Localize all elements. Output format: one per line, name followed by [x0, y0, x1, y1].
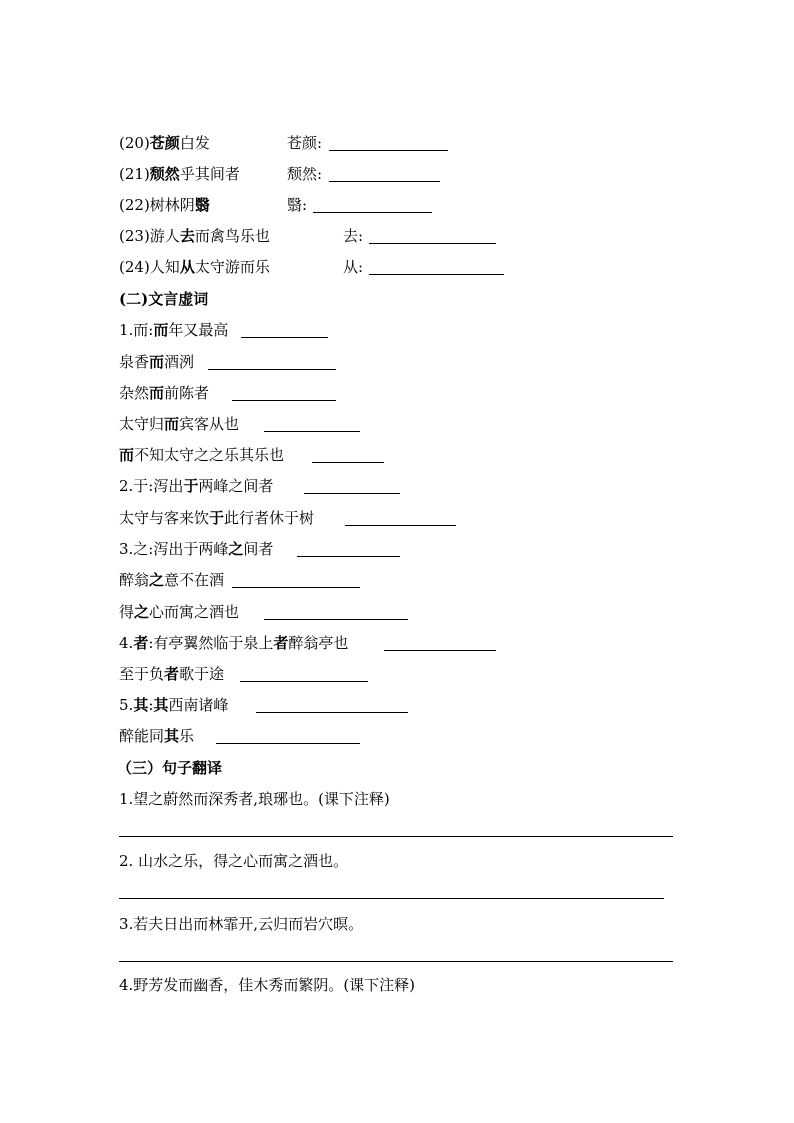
- function-word-item: [119, 631, 348, 655]
- item-prefix: 1.而:: [119, 321, 154, 339]
- item-keyword: 其: [164, 727, 180, 745]
- vocab-keyword: 颓然: [149, 165, 180, 183]
- item-prefix: 杂然: [119, 384, 150, 402]
- answer-line[interactable]: [119, 898, 664, 899]
- vocab-keyword: 苍颜: [149, 134, 180, 152]
- item-prefix: 醉能同: [119, 727, 165, 745]
- answer-blank[interactable]: [304, 493, 400, 494]
- vocab-term-20: 苍颜:: [287, 134, 323, 152]
- vocab-term-24: 从:: [343, 258, 364, 276]
- section-heading-translation: （三）句子翻译: [117, 759, 223, 777]
- item-suffix: 乐: [179, 727, 195, 745]
- translation-sentence-2: 2. 山水之乐，得之心而寓之酒也。: [119, 852, 349, 870]
- item-keyword: 而: [149, 353, 165, 371]
- translation-sentence-1: 1.望之蔚然而深秀者,琅琊也。(课下注释): [119, 790, 390, 808]
- answer-blank[interactable]: [345, 525, 456, 526]
- answer-blank[interactable]: [240, 681, 368, 682]
- answer-blank[interactable]: [264, 431, 360, 432]
- function-word-item: [119, 412, 239, 436]
- vocab-number: (22): [119, 196, 150, 214]
- vocab-item-23: [119, 224, 270, 248]
- item-suffix: 年又最高: [168, 321, 229, 339]
- vocab-suffix: 乎其间者: [179, 165, 240, 183]
- item-suffix: 醉翁亭也: [288, 634, 349, 652]
- item-prefix: 太守归: [119, 415, 165, 433]
- answer-blank[interactable]: [264, 619, 408, 620]
- item-prefix: 太守与客来饮: [119, 509, 210, 527]
- vocab-prefix: 树林阴: [149, 196, 195, 214]
- function-word-item: [119, 537, 273, 561]
- answer-blank[interactable]: [329, 150, 448, 151]
- answer-blank[interactable]: [369, 243, 496, 244]
- answer-blank[interactable]: [256, 712, 408, 713]
- item-suffix: 此行者休于树: [224, 509, 315, 527]
- function-word-item: [119, 381, 209, 405]
- item-prefix: 4.: [119, 634, 134, 652]
- vocab-item-20: [119, 131, 210, 155]
- item-suffix: 间者: [243, 540, 274, 558]
- item-keyword: 之: [149, 571, 165, 589]
- item-keyword: 其: [133, 696, 149, 714]
- answer-blank[interactable]: [369, 274, 504, 275]
- function-word-item: [119, 568, 224, 592]
- function-word-item: [119, 318, 228, 342]
- function-word-item: [119, 443, 284, 467]
- vocab-keyword: 从: [179, 258, 195, 276]
- item-keyword: 而: [164, 415, 180, 433]
- item-keyword: 而: [153, 321, 169, 339]
- function-word-item: [119, 662, 224, 686]
- item-prefix: 3.之:泻出于两峰: [119, 540, 229, 558]
- vocab-suffix: 而禽鸟乐也: [194, 227, 270, 245]
- answer-line[interactable]: [119, 961, 673, 962]
- item-keyword: 于: [209, 509, 225, 527]
- section-heading-function-words: (二)文言虚词: [119, 290, 209, 308]
- item-suffix: 宾客从也: [179, 415, 240, 433]
- item-suffix: :有亭翼然临于泉上: [148, 634, 274, 652]
- vocab-item-24: [119, 255, 270, 279]
- answer-blank[interactable]: [208, 369, 336, 370]
- answer-blank[interactable]: [312, 462, 384, 463]
- vocab-term-23: 去:: [343, 227, 364, 245]
- item-keyword: 而: [119, 446, 135, 464]
- answer-blank[interactable]: [313, 212, 432, 213]
- vocab-item-22: [119, 193, 210, 217]
- function-word-item: [119, 693, 228, 717]
- item-keyword: 于: [183, 477, 199, 495]
- item-keyword: 之: [228, 540, 244, 558]
- answer-blank[interactable]: [384, 650, 496, 651]
- vocab-item-21: [119, 162, 240, 186]
- answer-blank[interactable]: [216, 743, 360, 744]
- vocab-suffix: 白发: [179, 134, 210, 152]
- item-prefix: 5.: [119, 696, 134, 714]
- item-suffix: 前陈者: [164, 384, 210, 402]
- function-word-item: [119, 506, 314, 530]
- answer-blank[interactable]: [329, 181, 440, 182]
- item-keyword: 者: [133, 634, 149, 652]
- vocab-number: (20): [119, 134, 150, 152]
- item-keyword: 其: [153, 696, 169, 714]
- item-suffix: 心而寓之酒也: [149, 603, 240, 621]
- item-suffix: 酒洌: [164, 353, 195, 371]
- item-prefix: 泉香: [119, 353, 150, 371]
- function-word-item: [119, 474, 273, 498]
- vocab-number: (21): [119, 165, 150, 183]
- item-prefix: 2.于:泻出: [119, 477, 184, 495]
- answer-blank[interactable]: [232, 587, 360, 588]
- answer-blank[interactable]: [232, 400, 336, 401]
- item-prefix: 至于负: [119, 665, 165, 683]
- item-suffix: :: [148, 696, 154, 714]
- item-suffix: 歌于途: [179, 665, 225, 683]
- translation-sentence-4: 4.野芳发而幽香，佳木秀而繁阴。(课下注释): [119, 976, 416, 994]
- answer-blank[interactable]: [297, 556, 400, 557]
- item-keyword: 之: [134, 603, 150, 621]
- function-word-item: [119, 350, 194, 374]
- vocab-prefix: 人知: [149, 258, 180, 276]
- item-suffix: 西南诸峰: [168, 696, 229, 714]
- item-keyword: 者: [164, 665, 180, 683]
- answer-blank[interactable]: [241, 337, 328, 338]
- vocab-keyword: 去: [179, 227, 195, 245]
- function-word-item: [119, 600, 239, 624]
- answer-line[interactable]: [119, 836, 673, 837]
- function-word-item: [119, 724, 194, 748]
- item-prefix: 醉翁: [119, 571, 150, 589]
- vocab-term-22: 翳:: [287, 196, 308, 214]
- vocab-term-21: 颓然:: [287, 165, 323, 183]
- vocab-keyword: 翳: [194, 196, 210, 214]
- item-suffix: 意不在酒: [164, 571, 225, 589]
- item-prefix: 得: [119, 603, 135, 621]
- vocab-suffix: 太守游而乐: [194, 258, 270, 276]
- item-keyword: 者: [273, 634, 289, 652]
- vocab-prefix: 游人: [149, 227, 180, 245]
- item-suffix: 两峰之间者: [198, 477, 274, 495]
- item-suffix: 不知太守之之乐其乐也: [134, 446, 285, 464]
- vocab-number: (23): [119, 227, 150, 245]
- translation-sentence-3: 3.若夫日出而林霏开,云归而岩穴暝。: [119, 915, 364, 933]
- item-keyword: 而: [149, 384, 165, 402]
- vocab-number: (24): [119, 258, 150, 276]
